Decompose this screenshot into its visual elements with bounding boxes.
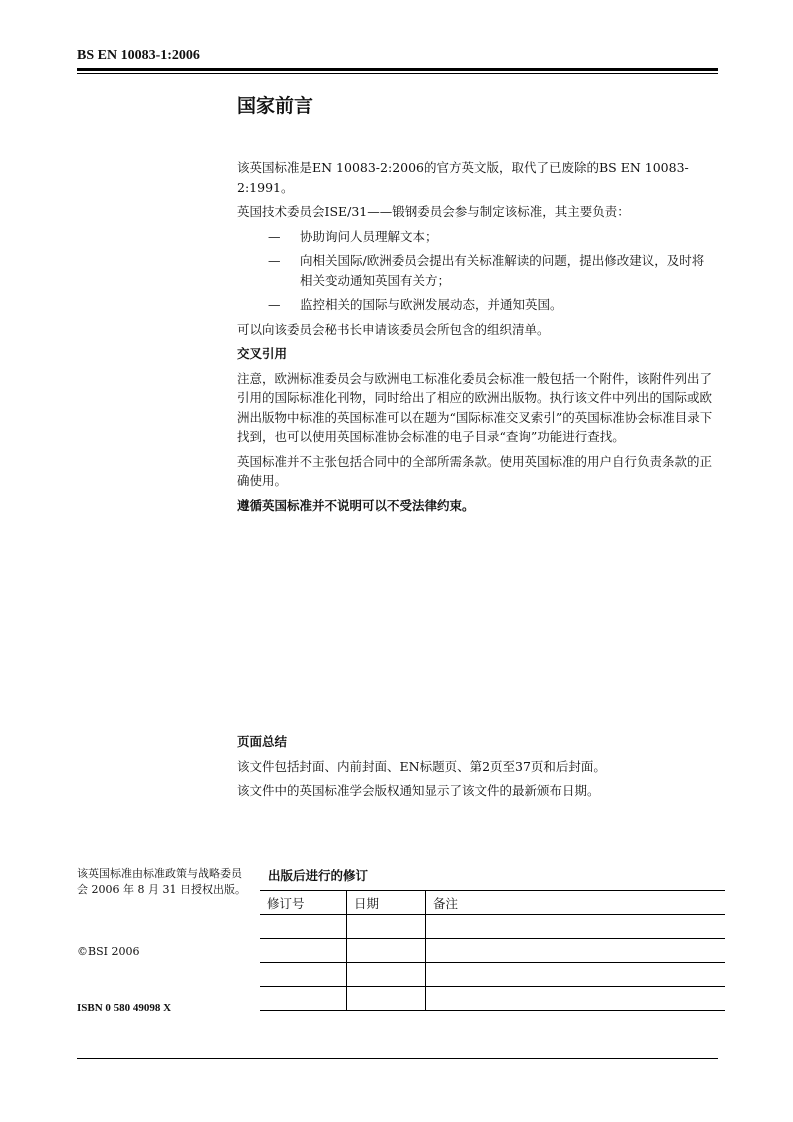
list-item	[237, 295, 715, 315]
legal-note: 遵循英国标准并不说明可以不受法律约束。	[237, 497, 475, 513]
table-cell	[347, 987, 426, 1011]
summary-line-1: 该文件包括封面、内前封面、EN标题页、第2页至37页和后封面。	[237, 758, 606, 774]
page-title: 国家前言	[237, 95, 314, 117]
footer-rule	[77, 1058, 718, 1059]
table-cell	[426, 939, 726, 963]
header-rule-thin	[77, 73, 718, 74]
table-cell	[426, 963, 726, 987]
dash-bullet: —	[268, 297, 281, 312]
table-header-row	[260, 891, 725, 915]
isbn-text: ISBN 0 580 49098 X	[77, 1002, 172, 1014]
table-cell	[426, 915, 726, 939]
table-cell	[347, 915, 426, 939]
summary-heading: 页面总结	[237, 734, 288, 749]
table-cell	[260, 987, 347, 1011]
column-header-date: 日期	[347, 891, 426, 915]
contact-paragraph: 可以向该委员会秘书长申请该委员会所包含的组织清单。	[237, 321, 550, 337]
document-id: BS EN 10083-1:2006	[77, 48, 200, 63]
table-cell	[426, 987, 726, 1011]
table-cell	[260, 915, 347, 939]
header-rule-thick	[77, 68, 718, 71]
table-row	[260, 939, 725, 963]
amendments-section	[260, 866, 725, 1011]
table-cell	[260, 963, 347, 987]
table-cell	[260, 939, 347, 963]
cross-reference-paragraph: 注意，欧洲标准委员会与欧洲电工标准化委员会标准一般包括一个附件，该附件列出了引用的国际标准化刊物，同时给出了相应的欧洲出版物。执行该文件中列出的国际或欧洲出版物中标准的英国标准可以在题为“国际标准交叉索引”的英国标准协会标准目录下找到，也可以使用英国标准协会标准的电子目录“查询”功能进行查找。	[237, 370, 713, 444]
table-row	[260, 987, 725, 1011]
publication-info	[77, 866, 247, 1014]
amendments-table	[260, 890, 725, 1011]
list-item	[237, 227, 715, 247]
list-item-text: 向相关国际/欧洲委员会提出有关标准解读的问题，提出修改建议，及时将相关变动通知英国有关方；	[300, 253, 705, 288]
list-item-text: 监控相关的国际与欧洲发展动态，并通知英国。	[300, 297, 563, 312]
table-row	[260, 963, 725, 987]
table-cell	[347, 939, 426, 963]
amendments-title: 出版后进行的修订	[268, 868, 369, 883]
summary-line-2: 该文件中的英国标准学会版权通知显示了该文件的最新颁布日期。	[237, 783, 600, 798]
contract-paragraph: 英国标准并不主张包括合同中的全部所需条款。使用英国标准的用户自行负责条款的正确使用。	[237, 453, 713, 488]
list-item-text: 协助询问人员理解文本；	[300, 228, 438, 244]
committee-paragraph: 英国技术委员会ISE/31——锻钢委员会参与制定该标准，其主要负责：	[237, 204, 630, 219]
cross-reference-heading: 交叉引用	[237, 346, 288, 361]
copyright-text: ©BSI 2006	[77, 945, 140, 958]
authorization-text: 该英国标准由标准政策与战略委员会 2006 年 8 月 31 日授权出版。	[77, 867, 246, 896]
column-header-comments: 备注	[426, 891, 726, 915]
responsibility-list	[237, 227, 715, 315]
dash-bullet: —	[268, 228, 281, 244]
intro-paragraph: 该英国标准是EN 10083-2:2006的官方英文版，取代了已废除的BS EN 10083-2:1991。	[237, 160, 689, 195]
main-content	[237, 92, 715, 520]
dash-bullet: —	[268, 253, 281, 268]
list-item	[237, 251, 715, 290]
table-row	[260, 915, 725, 939]
column-header-amendment-no: 修订号	[260, 891, 347, 915]
table-cell	[347, 963, 426, 987]
page-summary	[237, 732, 715, 806]
